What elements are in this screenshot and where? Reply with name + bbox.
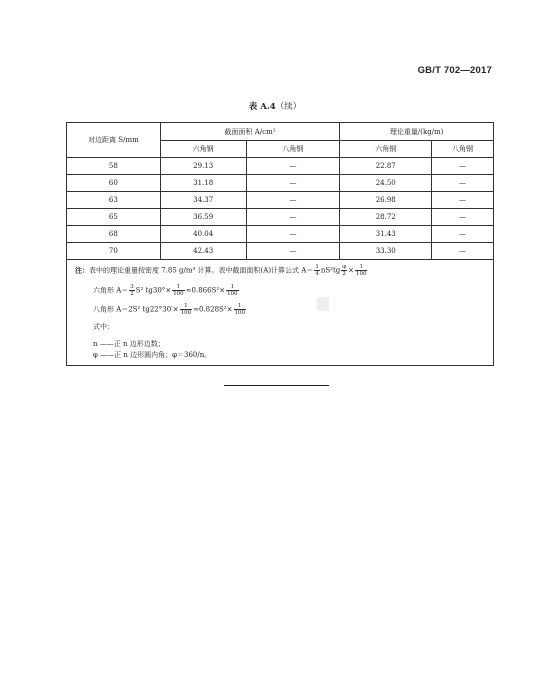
cell-weight-oct: —	[432, 175, 494, 192]
fraction: $\frac{1}{4}$	[315, 264, 319, 277]
fraction: $\frac{\varphi}{2}$	[342, 264, 347, 277]
fraction: $\frac{1}{100}$	[234, 303, 245, 316]
cell-area-oct: —	[246, 209, 340, 226]
header-weight-hex: 六角钢	[340, 141, 432, 158]
cell-weight-hex: 26.98	[340, 192, 432, 209]
cell-distance: 60	[67, 175, 161, 192]
cell-area-oct: —	[246, 226, 340, 243]
note-octagon-formula: 八角形 A＝2S² tg22°30′× $\frac{1}{100}$ ≈0.828S²× $\frac{1}{100}$	[93, 303, 245, 316]
note-line-formula: 注：表中的理论重量按密度 7.85 g/m³ 计算。表中截面面积(A)计算公式 A＝ $\frac{1}{4}$ nS²tg $\frac{\varphi}{2}$ × $\frac{1}{100}$	[75, 264, 367, 277]
fraction: $\frac{3}{2}$	[130, 284, 134, 297]
cell-weight-hex: 31.43	[340, 226, 432, 243]
table-title-continued: （续）	[275, 102, 302, 112]
cell-distance: 65	[67, 209, 161, 226]
cell-weight-oct: —	[432, 192, 494, 209]
cell-area-hex: 36.59	[160, 209, 246, 226]
cell-distance: 63	[67, 192, 161, 209]
table-row	[67, 209, 494, 226]
note-where: 式中：	[93, 323, 114, 331]
table-row	[67, 243, 494, 260]
note-row	[67, 260, 494, 366]
cell-weight-hex: 24.50	[340, 175, 432, 192]
note-label: 注：	[75, 265, 89, 275]
header-distance: 对边距离 S/mm	[67, 123, 161, 158]
cell-area-hex: 31.18	[160, 175, 246, 192]
table-row	[67, 158, 494, 175]
cell-weight-oct: —	[432, 243, 494, 260]
cell-weight-oct: —	[432, 158, 494, 175]
cell-weight-hex: 33.30	[340, 243, 432, 260]
cell-area-oct: —	[246, 192, 340, 209]
table-row	[67, 175, 494, 192]
cell-weight-oct: —	[432, 209, 494, 226]
fraction: $\frac{1}{100}$	[227, 284, 238, 297]
header-row-1	[67, 123, 494, 141]
end-rule	[224, 385, 329, 386]
note-cell	[67, 260, 494, 366]
data-table	[66, 122, 494, 366]
cell-distance: 70	[67, 243, 161, 260]
note-def-phi: φ ——正 n 边形圆内角；φ＝360/n。	[93, 351, 212, 359]
standard-code: GB/T 702—2017	[417, 65, 492, 76]
table-row	[67, 192, 494, 209]
table-title-label: 表 A.4	[248, 102, 276, 112]
table-row	[67, 226, 494, 243]
header-weight-oct: 八角钢	[432, 141, 494, 158]
note-hexagon-formula: 六角形 A＝ $\frac{3}{2}$ S² tg30°× $\frac{1}{100}$ ≈0.866S²× $\frac{1}{100}$	[93, 284, 238, 297]
fraction: $\frac{1}{100}$	[173, 284, 184, 297]
fraction: $\frac{1}{100}$	[180, 303, 192, 316]
note-text: 表中的理论重量按密度 7.85 g/m³ 计算。表中截面面积(A)计算公式 A＝	[89, 266, 314, 275]
cell-area-hex: 29.13	[160, 158, 246, 175]
cell-area-oct: —	[246, 175, 340, 192]
cell-distance: 68	[67, 226, 161, 243]
header-area-oct: 八角钢	[246, 141, 340, 158]
cell-weight-hex: 22.87	[340, 158, 432, 175]
header-weight-group: 理论重量/(kg/m)	[340, 123, 494, 141]
header-area-hex: 六角钢	[160, 141, 246, 158]
table-title	[0, 100, 550, 112]
cell-area-oct: —	[246, 243, 340, 260]
cell-distance: 58	[67, 158, 161, 175]
fraction: $\frac{1}{100}$	[355, 264, 367, 277]
cell-weight-oct: —	[432, 226, 494, 243]
cell-weight-hex: 28.72	[340, 209, 432, 226]
note-def-n: n ——正 n 边形边数；	[93, 340, 165, 348]
cell-area-hex: 40.04	[160, 226, 246, 243]
cell-area-oct: —	[246, 158, 340, 175]
header-area-group: 截面面积 A/cm²	[160, 123, 340, 141]
cell-area-hex: 42.43	[160, 243, 246, 260]
cell-area-hex: 34.37	[160, 192, 246, 209]
